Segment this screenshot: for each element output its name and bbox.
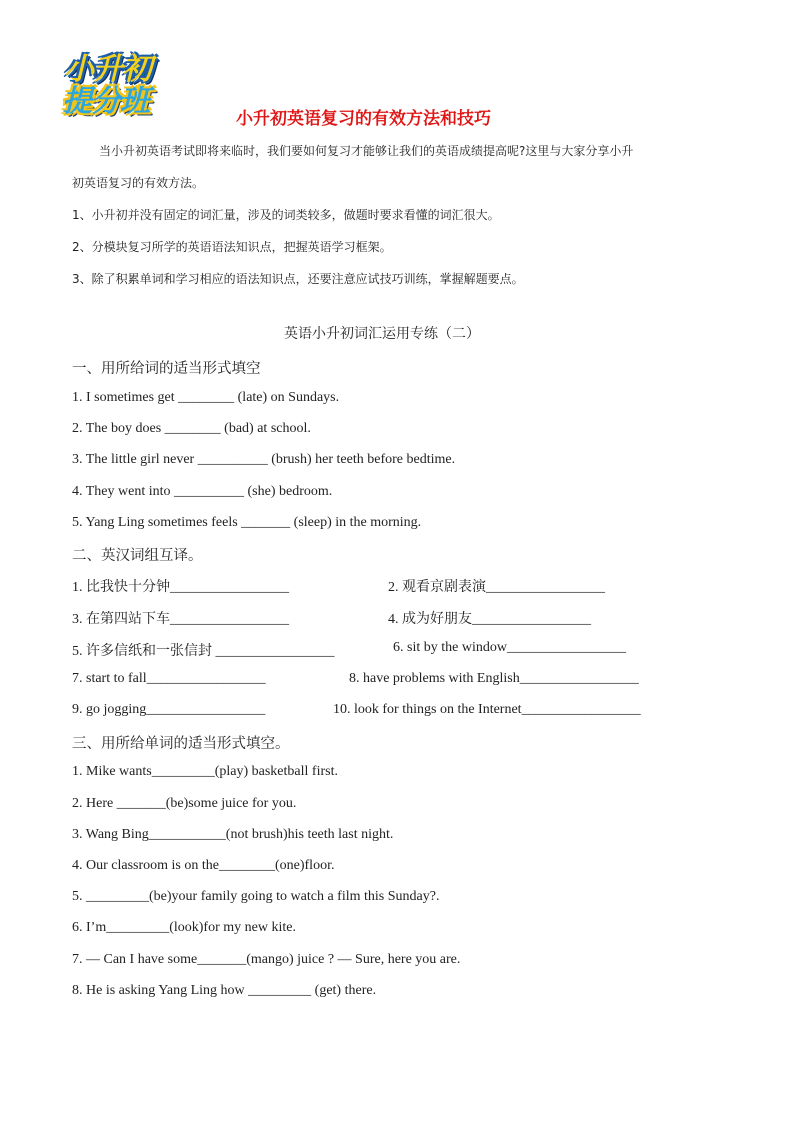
section-3-heading: 三、用所给单词的适当形式填空。 bbox=[72, 736, 290, 752]
section-2-left: 9. go jogging_________________ bbox=[72, 702, 266, 717]
section-2-right: 8. have problems with English_________________ bbox=[349, 671, 639, 686]
logo bbox=[60, 44, 184, 119]
intro-line-1: 当小升初英语考试即将来临时，我们要如何复习才能够让我们的英语成绩提高呢?这里与大家分享小升 bbox=[99, 144, 634, 158]
logo-line-1: 小升初 bbox=[64, 52, 151, 87]
section-1-item: 3. The little girl never __________ (brush) her teeth before bedtime. bbox=[72, 452, 456, 467]
section-2-left: 3. 在第四站下车_________________ bbox=[72, 612, 289, 627]
section-2-right: 6. sit by the window_________________ bbox=[393, 640, 626, 655]
section-2-left: 1. 比我快十分钟_________________ bbox=[72, 580, 289, 595]
intro-line-2: 初英语复习的有效方法。 bbox=[72, 176, 205, 190]
page-title: 小升初英语复习的有效方法和技巧 bbox=[236, 109, 491, 129]
section-2-left: 5. 许多信纸和一张信封 _________________ bbox=[72, 644, 335, 659]
section-2-right: 2. 观看京剧表演_________________ bbox=[388, 580, 605, 595]
tip-2: 2、分模块复习所学的英语语法知识点，把握英语学习框架。 bbox=[72, 240, 392, 254]
section-3-item: 1. Mike wants_________(play) basketball first. bbox=[72, 764, 338, 779]
section-1-item: 4. They went into __________ (she) bedroom. bbox=[72, 484, 333, 499]
section-3-item: 6. I’m_________(look)for my new kite. bbox=[72, 920, 296, 935]
logo-line-2: 提分班 bbox=[62, 84, 149, 119]
section-1-heading: 一、用所给词的适当形式填空 bbox=[72, 361, 261, 377]
exercise-title: 英语小升初词汇运用专练（二） bbox=[284, 326, 480, 342]
section-2-left: 7. start to fall_________________ bbox=[72, 671, 266, 686]
section-1-item: 1. I sometimes get ________ (late) on Sundays. bbox=[72, 390, 340, 405]
section-3-item: 3. Wang Bing___________(not brush)his teeth last night. bbox=[72, 827, 394, 842]
section-3-item: 4. Our classroom is on the________(one)floor. bbox=[72, 858, 335, 873]
section-3-item: 2. Here _______(be)some juice for you. bbox=[72, 796, 297, 811]
tip-1: 1、小升初并没有固定的词汇量，涉及的词类较多，做题时要求看懂的词汇很大。 bbox=[72, 208, 500, 222]
section-3-item: 7. — Can I have some_______(mango) juice ? — Sure, here you are. bbox=[72, 952, 461, 967]
section-3-item: 5. _________(be)your family going to watch a film this Sunday?. bbox=[72, 889, 440, 904]
section-1-item: 5. Yang Ling sometimes feels _______ (sleep) in the morning. bbox=[72, 515, 422, 530]
section-1-item: 2. The boy does ________ (bad) at school. bbox=[72, 421, 311, 436]
section-2-heading: 二、英汉词组互译。 bbox=[72, 548, 203, 564]
section-2-right: 10. look for things on the Internet_________________ bbox=[333, 702, 641, 717]
tip-3: 3、除了积累单词和学习相应的语法知识点，还要注意应试技巧训练，掌握解题要点。 bbox=[72, 272, 524, 286]
section-2-right: 4. 成为好朋友_________________ bbox=[388, 612, 591, 627]
section-3-item: 8. He is asking Yang Ling how _________ (get) there. bbox=[72, 983, 377, 998]
